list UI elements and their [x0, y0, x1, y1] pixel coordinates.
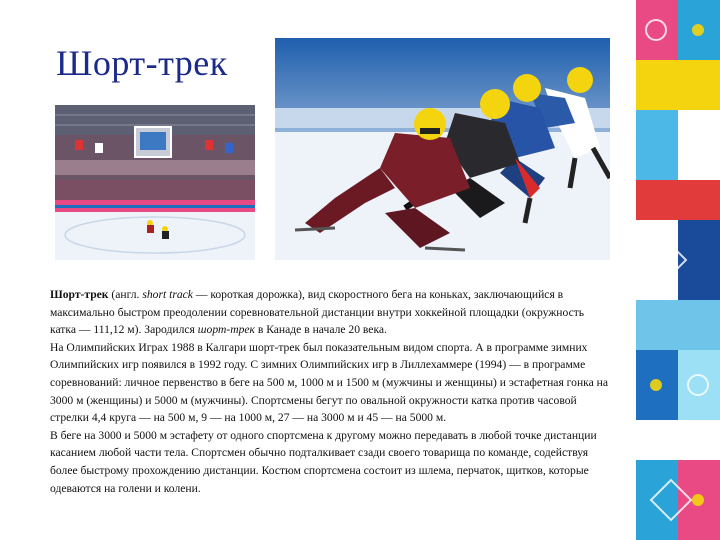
paragraph-relay: В беге на 3000 и 5000 м эстафету от одного спортсмена к другому можно передавать в любой точке дистанции касанием любой части тела. Спортсмен обычно подталкивает сзади своего товарища по команде, содействуя более быстрому прохождению дистанции. Костюм спортсмена состоит из шлема, перчаток, щитков, которые одеваются на голени и колени.: [50, 428, 597, 495]
skaters-illustration: [275, 38, 610, 260]
term-italic: шорт-трек: [197, 323, 255, 337]
text-segment: в Канаде в начале 20 века.: [254, 323, 387, 337]
english-term: short track: [142, 288, 193, 301]
paragraph-intro: [50, 286, 610, 339]
arena-photo: [55, 105, 255, 260]
term-bold: Шорт-трек: [50, 288, 109, 301]
patchwork-pattern: [636, 0, 720, 540]
decorative-pattern-strip: [636, 0, 720, 540]
slide-title: Шорт-трек: [56, 43, 228, 83]
arena-illustration: [55, 105, 255, 260]
skaters-photo: [275, 38, 610, 260]
paragraph-olympics: На Олимпийских Играх 1988 в Калгари шорт-трек был показательным видом спорта. А в программе зимних Олимпийских игр появился в 1992 году. С зимних Олимпийских игр в Лиллехаммере (1994) — в программе соревнований: личное первенство в беге на 500 м, 1000 м и 1500 м (мужчины и женщины) и эстафетная гонка на 3000 м (женщины) и 5000 м (мужчины). Спортсмены бегут по овальной окружности катка против часовой стрелки 4,4 круга — на 500 м, 9 — на 1000 м, 27 — на 3000 м и 45 — на 5000 м.: [50, 340, 608, 425]
text-segment: — короткая дорожка), вид скоростного бега на коньках, заключающийся в максимально быстром преодолении соревновательной дистанции внутри хоккейной площадки (окружность катка — 111,12 м). Зародился: [50, 288, 585, 337]
slide-body-text: [50, 286, 610, 497]
text-segment: (англ.: [108, 288, 143, 301]
